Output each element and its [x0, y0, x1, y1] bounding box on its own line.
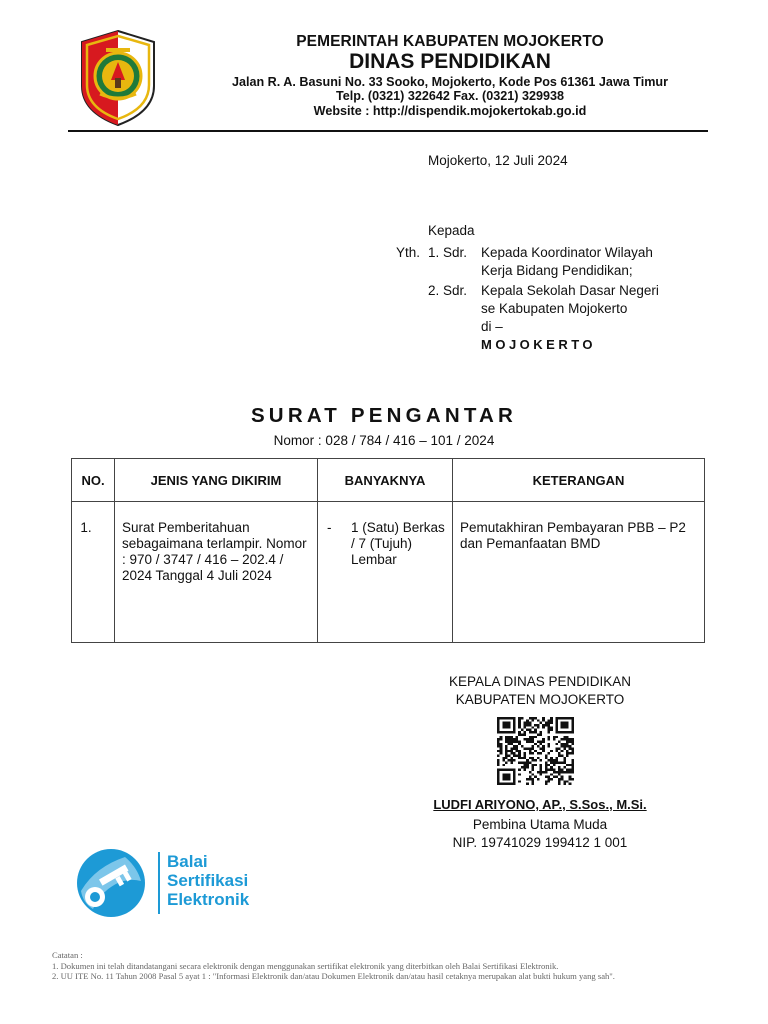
- header-keterangan: KETERANGAN: [453, 459, 705, 502]
- yth-label: Yth.: [396, 245, 421, 260]
- document-number: Nomor : 028 / 784 / 416 – 101 / 2024: [273, 433, 495, 448]
- recipient-2-number: 2. Sdr.: [428, 283, 468, 298]
- bsre-key-logo: [75, 847, 147, 919]
- footnote-item: 2. UU ITE No. 11 Tahun 2008 Pasal 5 ayat 1 : "Informasi Elektronik dan/atau Dokumen Elektronik dan/atau hasil cetaknya merupakan alat bukti hukum yang sah".: [52, 971, 615, 981]
- cell-banyaknya: [318, 502, 453, 643]
- bsre-divider: [158, 852, 160, 914]
- to-label: Kepada: [428, 223, 475, 238]
- document-title: SURAT PENGANTAR: [250, 404, 518, 427]
- recipient-2-line: di –: [481, 319, 503, 334]
- bsre-wordmark: [167, 852, 249, 909]
- footnote-heading: Catatan :: [52, 950, 83, 960]
- recipient-2-line: se Kabupaten Mojokerto: [481, 301, 628, 316]
- cell-no: 1.: [72, 502, 115, 643]
- cell-jenis: Surat Pemberitahuan sebagaimana terlampir. Nomor : 970 / 3747 / 416 – 202.4 / 2024 Tanggal 4 Juli 2024: [115, 502, 318, 643]
- recipient-1-line: Kepada Koordinator Wilayah: [481, 245, 653, 260]
- bsre-line3: Elektronik: [167, 890, 250, 909]
- mojokerto-crest-logo: [78, 28, 158, 128]
- signatory-rank: Pembina Utama Muda: [472, 817, 608, 832]
- table-row: [72, 502, 705, 643]
- recipient-1-number: 1. Sdr.: [428, 245, 468, 260]
- signature-qr-code: [497, 717, 574, 785]
- recipient-1-line: Kerja Bidang Pendidikan;: [481, 263, 633, 278]
- header-no: NO.: [72, 459, 115, 502]
- bsre-line1: Balai: [167, 852, 208, 871]
- bsre-line2: Sertifikasi: [167, 871, 249, 890]
- destination-city: MOJOKERTO: [481, 337, 597, 352]
- office-website: Website : http://dispendik.mojokertokab.go.id: [313, 104, 587, 118]
- office-address: Jalan R. A. Basuni No. 33 Sooko, Mojokerto, Kode Pos 61361 Jawa Timur: [231, 75, 668, 89]
- office-phone: Telp. (0321) 322642 Fax. (0321) 329938: [335, 89, 564, 103]
- header-divider: [68, 130, 708, 132]
- cell-keterangan: Pemutakhiran Pembayaran PBB – P2 dan Pemanfaatan BMD: [453, 502, 705, 643]
- signatory-title-line2: KABUPATEN MOJOKERTO: [455, 692, 625, 707]
- list-dash: -: [327, 520, 332, 535]
- recipient-2-line: Kepala Sekolah Dasar Negeri: [481, 283, 659, 298]
- items-table: [71, 458, 705, 643]
- header-jenis: JENIS YANG DIKIRIM: [115, 459, 318, 502]
- footnote-item: 1. Dokumen ini telah ditandatangani secara elektronik dengan menggunakan sertifikat elektronik yang diterbitkan oleh Balai Sertifikasi Elektronik.: [52, 960, 559, 971]
- place-date: Mojokerto, 12 Juli 2024: [428, 153, 568, 168]
- signatory-name: LUDFI ARIYONO, AP., S.Sos., M.Si.: [433, 797, 647, 812]
- header-banyaknya: BANYAKNYA: [318, 459, 453, 502]
- footnote: [52, 950, 722, 982]
- table-header-row: [72, 459, 705, 502]
- government-name: PEMERINTAH KABUPATEN MOJOKERTO: [296, 33, 604, 50]
- department-name: DINAS PENDIDIKAN: [349, 50, 551, 73]
- signatory-title-line1: KEPALA DINAS PENDIDIKAN: [448, 674, 632, 689]
- signatory-nip: NIP. 19741029 199412 1 001: [452, 835, 628, 850]
- quantity-text: 1 (Satu) Berkas / 7 (Tujuh) Lembar: [351, 520, 445, 567]
